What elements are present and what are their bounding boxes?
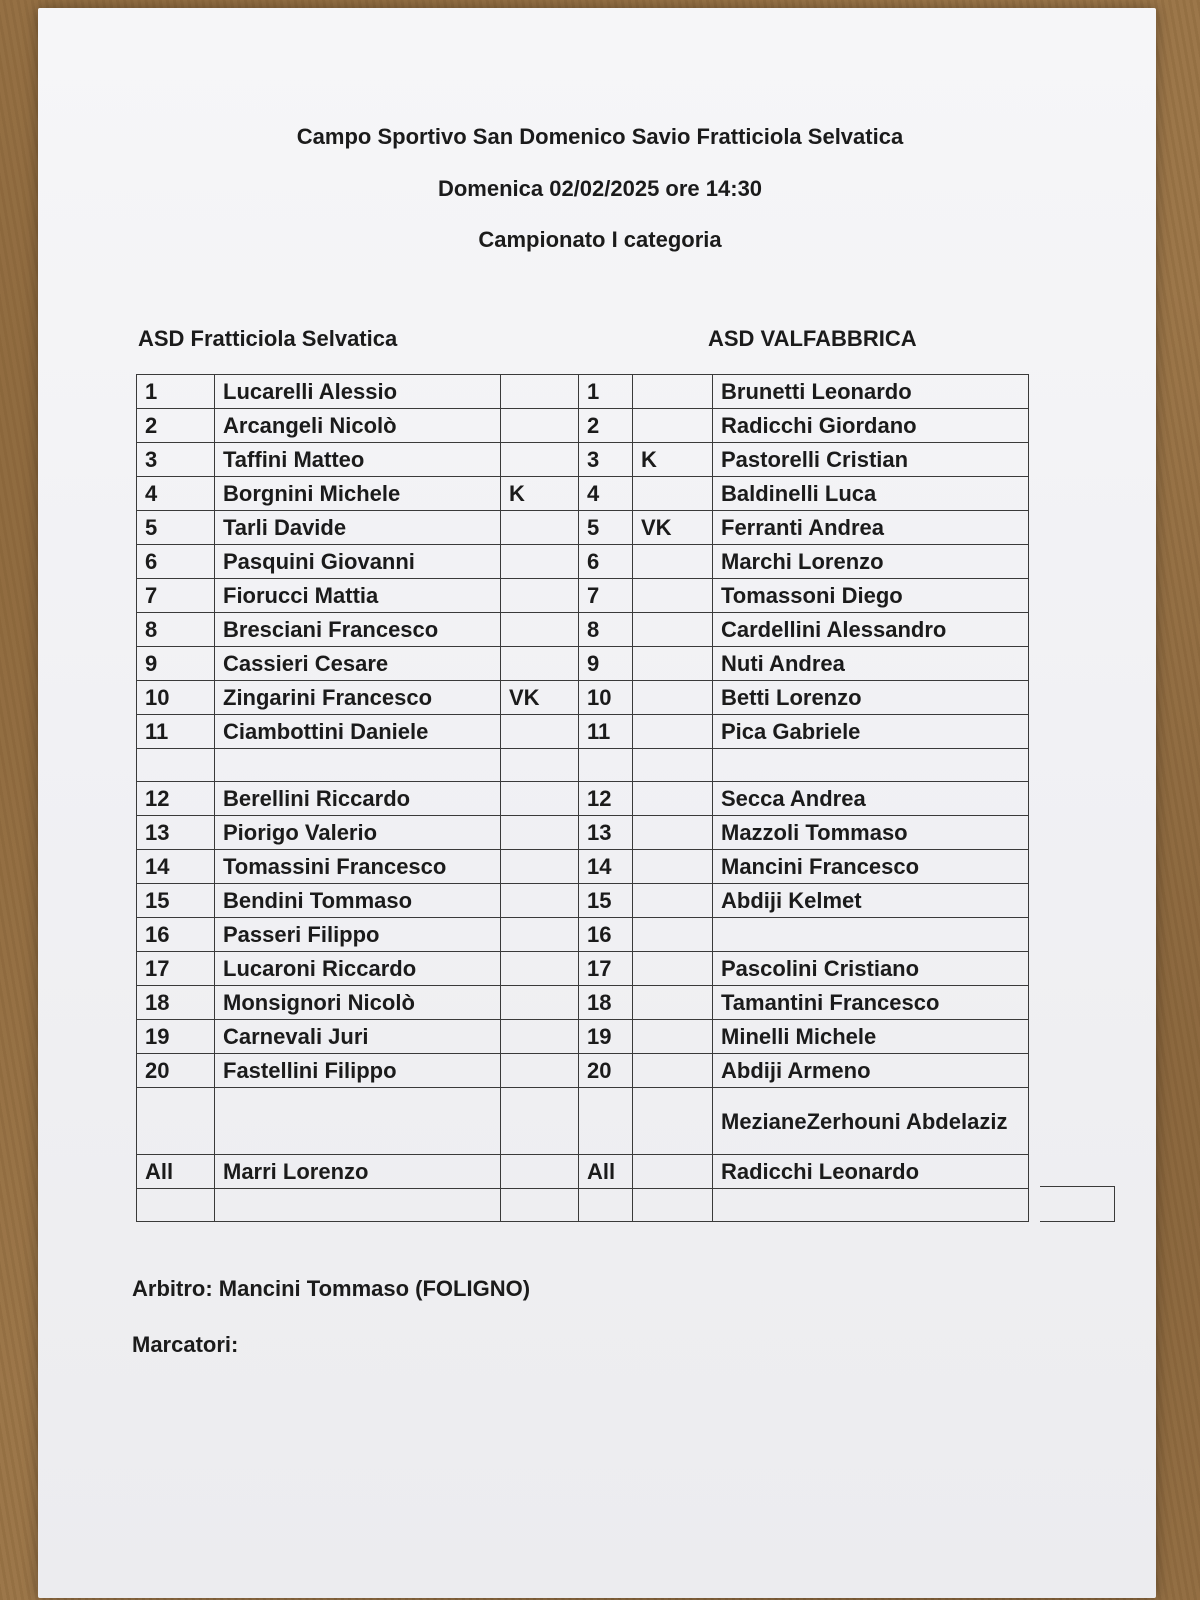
table-row (137, 1088, 1029, 1155)
home-player-name (215, 1088, 501, 1155)
home-role-cell (501, 1054, 579, 1088)
venue-title: Campo Sportivo San Domenico Savio Fratticiola Selvatica (296, 124, 904, 149)
home-player-name: Fastellini Filippo (215, 1054, 501, 1088)
home-number-cell: 18 (137, 986, 215, 1020)
away-player-name (713, 918, 1029, 952)
home-role-cell (501, 545, 579, 579)
away-number-cell: 11 (579, 715, 633, 749)
table-row (137, 952, 1029, 986)
home-number-cell: 2 (137, 409, 215, 443)
table-row (137, 986, 1029, 1020)
away-role-cell (633, 579, 713, 613)
away-player-name (713, 749, 1029, 782)
away-number-cell: 1 (579, 375, 633, 409)
away-number-cell: 18 (579, 986, 633, 1020)
home-player-name: Passeri Filippo (215, 918, 501, 952)
table-row (137, 511, 1029, 545)
home-player-name: Zingarini Francesco (215, 681, 501, 715)
away-player-name: MezianeZerhouni Abdelaziz (713, 1088, 1029, 1155)
away-role-cell (633, 477, 713, 511)
home-number-cell: 13 (137, 816, 215, 850)
home-number-cell: 17 (137, 952, 215, 986)
home-role-cell (501, 1189, 579, 1222)
table-row (137, 613, 1029, 647)
away-player-name: Tamantini Francesco (713, 986, 1029, 1020)
away-number-cell: 16 (579, 918, 633, 952)
home-number-cell: 11 (137, 715, 215, 749)
away-role-cell (633, 884, 713, 918)
away-role-cell (633, 1054, 713, 1088)
table-row (137, 1189, 1029, 1222)
away-player-name: Minelli Michele (713, 1020, 1029, 1054)
table-row (137, 816, 1029, 850)
away-number-cell: 3 (579, 443, 633, 477)
away-role-cell (633, 647, 713, 681)
away-player-name: Pascolini Cristiano (713, 952, 1029, 986)
home-number-cell: 19 (137, 1020, 215, 1054)
away-number-cell: 19 (579, 1020, 633, 1054)
away-player-name: Abdiji Kelmet (713, 884, 1029, 918)
home-number-cell: 4 (137, 477, 215, 511)
away-number-cell: 7 (579, 579, 633, 613)
away-number-cell (579, 1189, 633, 1222)
away-role-cell (633, 1088, 713, 1155)
away-number-cell (579, 749, 633, 782)
away-number-cell: All (579, 1155, 633, 1189)
away-number-cell: 6 (579, 545, 633, 579)
scorers-label: Marcatori: (132, 1332, 239, 1357)
table-row (137, 782, 1029, 816)
away-role-cell (633, 1155, 713, 1189)
home-number-cell: 8 (137, 613, 215, 647)
away-role-cell (633, 409, 713, 443)
home-role-cell (501, 986, 579, 1020)
away-role-cell (633, 681, 713, 715)
away-player-name: Radicchi Leonardo (713, 1155, 1029, 1189)
home-role-cell (501, 952, 579, 986)
away-number-cell: 8 (579, 613, 633, 647)
home-role-cell (501, 613, 579, 647)
away-number-cell (579, 1088, 633, 1155)
home-number-cell: All (137, 1155, 215, 1189)
home-role-cell (501, 443, 579, 477)
home-role-cell (501, 918, 579, 952)
away-player-name: Betti Lorenzo (713, 681, 1029, 715)
home-player-name: Bresciani Francesco (215, 613, 501, 647)
home-role-cell (501, 579, 579, 613)
table-row (137, 1155, 1029, 1189)
away-team-name: ASD VALFABBRICA (708, 326, 917, 351)
home-player-name: Pasquini Giovanni (215, 545, 501, 579)
away-role-cell: K (633, 443, 713, 477)
table-row (137, 375, 1029, 409)
away-role-cell (633, 613, 713, 647)
away-player-name: Mazzoli Tommaso (713, 816, 1029, 850)
away-number-cell: 2 (579, 409, 633, 443)
home-number-cell: 20 (137, 1054, 215, 1088)
away-player-name: Cardellini Alessandro (713, 613, 1029, 647)
home-role-cell (501, 1088, 579, 1155)
away-number-cell: 14 (579, 850, 633, 884)
home-player-name: Monsignori Nicolò (215, 986, 501, 1020)
home-role-cell (501, 409, 579, 443)
home-number-cell: 3 (137, 443, 215, 477)
away-number-cell: 4 (579, 477, 633, 511)
away-player-name: Marchi Lorenzo (713, 545, 1029, 579)
home-number-cell: 9 (137, 647, 215, 681)
table-row (137, 884, 1029, 918)
home-number-cell (137, 749, 215, 782)
away-number-cell: 13 (579, 816, 633, 850)
away-player-name (713, 1189, 1029, 1222)
table-row (137, 477, 1029, 511)
home-player-name: Berellini Riccardo (215, 782, 501, 816)
away-player-name: Pica Gabriele (713, 715, 1029, 749)
home-player-name: Lucarelli Alessio (215, 375, 501, 409)
away-player-name: Secca Andrea (713, 782, 1029, 816)
away-number-cell: 5 (579, 511, 633, 545)
home-number-cell: 6 (137, 545, 215, 579)
home-player-name: Borgnini Michele (215, 477, 501, 511)
home-player-name: Bendini Tommaso (215, 884, 501, 918)
away-number-cell: 20 (579, 1054, 633, 1088)
home-number-cell (137, 1088, 215, 1155)
away-player-name: Tomassoni Diego (713, 579, 1029, 613)
away-number-cell: 12 (579, 782, 633, 816)
home-player-name: Cassieri Cesare (215, 647, 501, 681)
table-row (137, 409, 1029, 443)
home-role-cell: VK (501, 681, 579, 715)
away-role-cell (633, 1189, 713, 1222)
away-player-name: Baldinelli Luca (713, 477, 1029, 511)
home-player-name: Marri Lorenzo (215, 1155, 501, 1189)
home-player-name: Taffini Matteo (215, 443, 501, 477)
away-number-cell: 17 (579, 952, 633, 986)
home-player-name: Piorigo Valerio (215, 816, 501, 850)
away-number-cell: 10 (579, 681, 633, 715)
home-number-cell: 12 (137, 782, 215, 816)
home-role-cell (501, 1155, 579, 1189)
home-player-name: Tarli Davide (215, 511, 501, 545)
home-player-name: Fiorucci Mattia (215, 579, 501, 613)
away-player-name: Radicchi Giordano (713, 409, 1029, 443)
home-role-cell (501, 375, 579, 409)
home-player-name: Lucaroni Riccardo (215, 952, 501, 986)
home-role-cell (501, 749, 579, 782)
home-role-cell (501, 1020, 579, 1054)
away-role-cell (633, 545, 713, 579)
table-row (137, 647, 1029, 681)
away-role-cell (633, 715, 713, 749)
away-player-name: Brunetti Leonardo (713, 375, 1029, 409)
home-number-cell (137, 1189, 215, 1222)
away-player-name: Pastorelli Cristian (713, 443, 1029, 477)
table-row (137, 1054, 1029, 1088)
home-number-cell: 15 (137, 884, 215, 918)
competition-title: Campionato I categoria (478, 227, 722, 252)
table-extra-cell (1040, 1186, 1115, 1222)
home-number-cell: 5 (137, 511, 215, 545)
away-player-name: Mancini Francesco (713, 850, 1029, 884)
home-role-cell (501, 782, 579, 816)
home-player-name (215, 749, 501, 782)
table-row (137, 1020, 1029, 1054)
table-row (137, 715, 1029, 749)
away-player-name: Ferranti Andrea (713, 511, 1029, 545)
away-role-cell (633, 375, 713, 409)
away-role-cell (633, 1020, 713, 1054)
away-role-cell (633, 952, 713, 986)
table-row (137, 579, 1029, 613)
home-role-cell (501, 715, 579, 749)
away-role-cell (633, 782, 713, 816)
home-player-name: Arcangeli Nicolò (215, 409, 501, 443)
table-row (137, 545, 1029, 579)
home-team-name: ASD Fratticiola Selvatica (138, 326, 398, 351)
table-row (137, 443, 1029, 477)
home-player-name: Ciambottini Daniele (215, 715, 501, 749)
table-row (137, 850, 1029, 884)
home-player-name (215, 1189, 501, 1222)
away-role-cell (633, 749, 713, 782)
lineup-table (136, 374, 1029, 1222)
away-role-cell (633, 986, 713, 1020)
home-role-cell (501, 647, 579, 681)
away-player-name: Nuti Andrea (713, 647, 1029, 681)
home-number-cell: 7 (137, 579, 215, 613)
home-role-cell: K (501, 477, 579, 511)
home-player-name: Carnevali Juri (215, 1020, 501, 1054)
home-role-cell (501, 816, 579, 850)
home-role-cell (501, 850, 579, 884)
away-role-cell (633, 850, 713, 884)
home-number-cell: 1 (137, 375, 215, 409)
home-player-name: Tomassini Francesco (215, 850, 501, 884)
away-player-name: Abdiji Armeno (713, 1054, 1029, 1088)
home-role-cell (501, 511, 579, 545)
home-number-cell: 14 (137, 850, 215, 884)
table-row (137, 749, 1029, 782)
away-number-cell: 9 (579, 647, 633, 681)
home-number-cell: 16 (137, 918, 215, 952)
home-role-cell (501, 884, 579, 918)
table-row (137, 681, 1029, 715)
away-role-cell (633, 816, 713, 850)
match-datetime: Domenica 02/02/2025 ore 14:30 (437, 176, 763, 201)
away-number-cell: 15 (579, 884, 633, 918)
table-row (137, 918, 1029, 952)
referee-line: Arbitro: Mancini Tommaso (FOLIGNO) (132, 1276, 531, 1301)
home-number-cell: 10 (137, 681, 215, 715)
away-role-cell (633, 918, 713, 952)
away-role-cell: VK (633, 511, 713, 545)
